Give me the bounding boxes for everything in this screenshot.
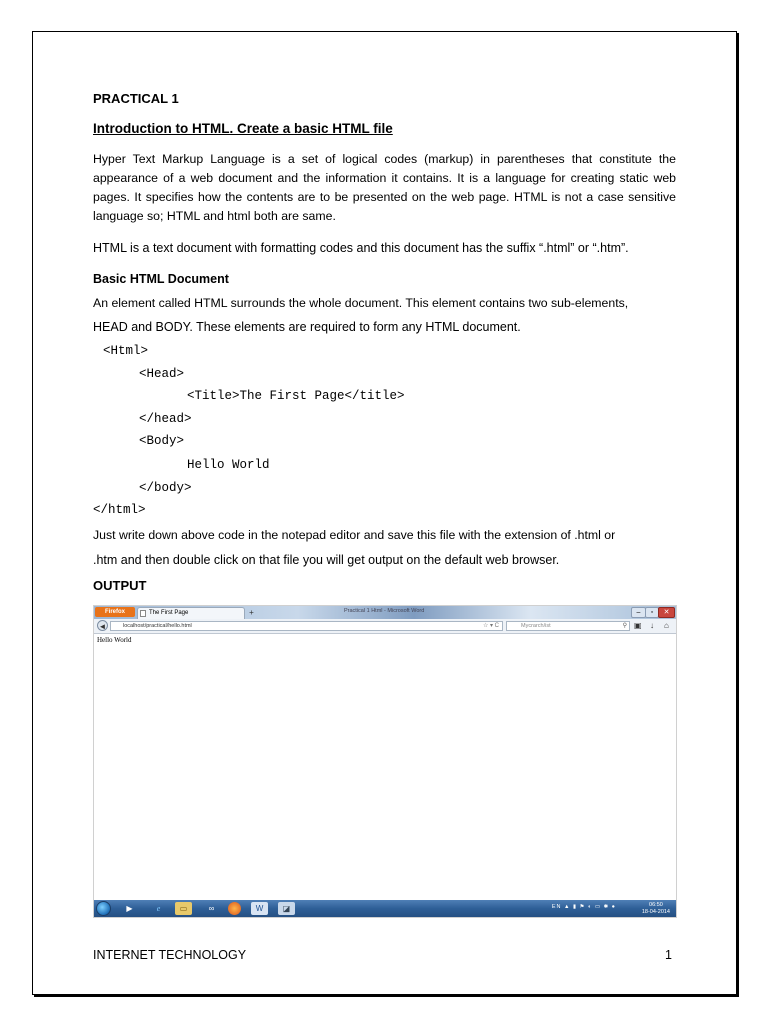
paragraph-instructions-2: .htm and then double click on that file you will get output on the default web browser.	[93, 553, 560, 567]
maximize-button[interactable]: ▫	[645, 607, 659, 618]
search-placeholder: Mycrarch/ist	[521, 623, 551, 629]
section-heading: Introduction to HTML. Create a basic HTML file	[93, 121, 393, 136]
output-label: OUTPUT	[93, 578, 147, 593]
search-icon[interactable]: ⚲	[622, 623, 627, 629]
rendered-page-text: Hello World	[97, 636, 132, 644]
download-icon[interactable]: ↓	[650, 621, 654, 630]
url-text: localhost/practical/hello.html	[123, 623, 192, 629]
clock-time: 06:50	[649, 902, 663, 908]
code-line: </head>	[139, 412, 192, 426]
folder-icon[interactable]: ▭	[175, 902, 192, 915]
new-tab-button[interactable]: +	[249, 608, 254, 617]
bookmark-star-icon[interactable]: ☆ ▾ C	[482, 623, 499, 629]
media-player-icon[interactable]: ▶	[126, 904, 133, 913]
url-bar[interactable]	[110, 621, 503, 631]
code-line: </html>	[93, 503, 146, 517]
paragraph-elements-1: An element called HTML surrounds the whole document. This element contains two sub-elements,	[93, 296, 629, 310]
browser-navbar	[94, 619, 676, 634]
system-tray: EN ▲ ▮ ⚑ ◐ ▭ ✱ ●	[551, 904, 616, 910]
back-arrow-icon[interactable]: ◄	[98, 622, 107, 631]
home-icon[interactable]: ⌂	[664, 621, 669, 630]
code-line: <Html>	[103, 344, 149, 358]
paragraph-elements-2: HEAD and BODY. These elements are required to form any HTML document.	[93, 320, 521, 334]
code-line: </body>	[139, 481, 192, 495]
clock-date: 18-04-2014	[641, 908, 670, 915]
windows-start-icon[interactable]	[96, 901, 111, 916]
taskbar-clock[interactable]	[642, 902, 670, 915]
internet-explorer-icon[interactable]: e	[156, 904, 161, 913]
window-title: Practical 1 Html - Microsoft Word	[344, 608, 425, 614]
firefox-icon[interactable]	[228, 902, 241, 915]
subheading-basic-html: Basic HTML Document	[93, 272, 229, 286]
minimize-button[interactable]: –	[631, 607, 646, 618]
bookmark-icon[interactable]: ▣	[634, 621, 642, 630]
paragraph-suffix: HTML is a text document with formatting codes and this document has the suffix “.html” or “.htm”.	[93, 241, 629, 255]
code-line: <Title>The First Page</title>	[187, 389, 405, 403]
paragraph-intro: Hyper Text Markup Language is a set of logical codes (markup) in parentheses that constitute the appearance of a web document and the information it contains. It is a language for creating static web pages. It specifies how the contents are to be presented on the web page. HTML is not a case sensitive language so; HTML and html both are same.	[93, 152, 676, 223]
practical-title: PRACTICAL 1	[93, 91, 179, 106]
tray-language[interactable]: EN	[551, 904, 562, 910]
browser-tab[interactable]	[137, 607, 245, 619]
messenger-icon[interactable]: ∞	[208, 904, 215, 913]
close-button[interactable]: ✕	[658, 607, 675, 618]
tab-title: The First Page	[149, 610, 189, 616]
page-icon	[140, 610, 146, 617]
firefox-menu-button[interactable]: Firefox	[95, 607, 135, 617]
word-icon[interactable]: W	[251, 902, 268, 915]
browser-screenshot	[93, 605, 677, 918]
code-line: <Head>	[139, 367, 185, 381]
footer-course: INTERNET TECHNOLOGY	[93, 948, 247, 962]
search-bar[interactable]	[506, 621, 630, 631]
code-line: Hello World	[187, 458, 270, 472]
paint-icon[interactable]: ◪	[278, 902, 295, 915]
browser-titlebar	[94, 606, 676, 619]
footer-page-number: 1	[665, 948, 672, 962]
windows-taskbar	[94, 900, 676, 917]
paragraph-instructions-1: Just write down above code in the notepad editor and save this file with the extension of .html or	[93, 528, 616, 542]
code-line: <Body>	[139, 434, 185, 448]
